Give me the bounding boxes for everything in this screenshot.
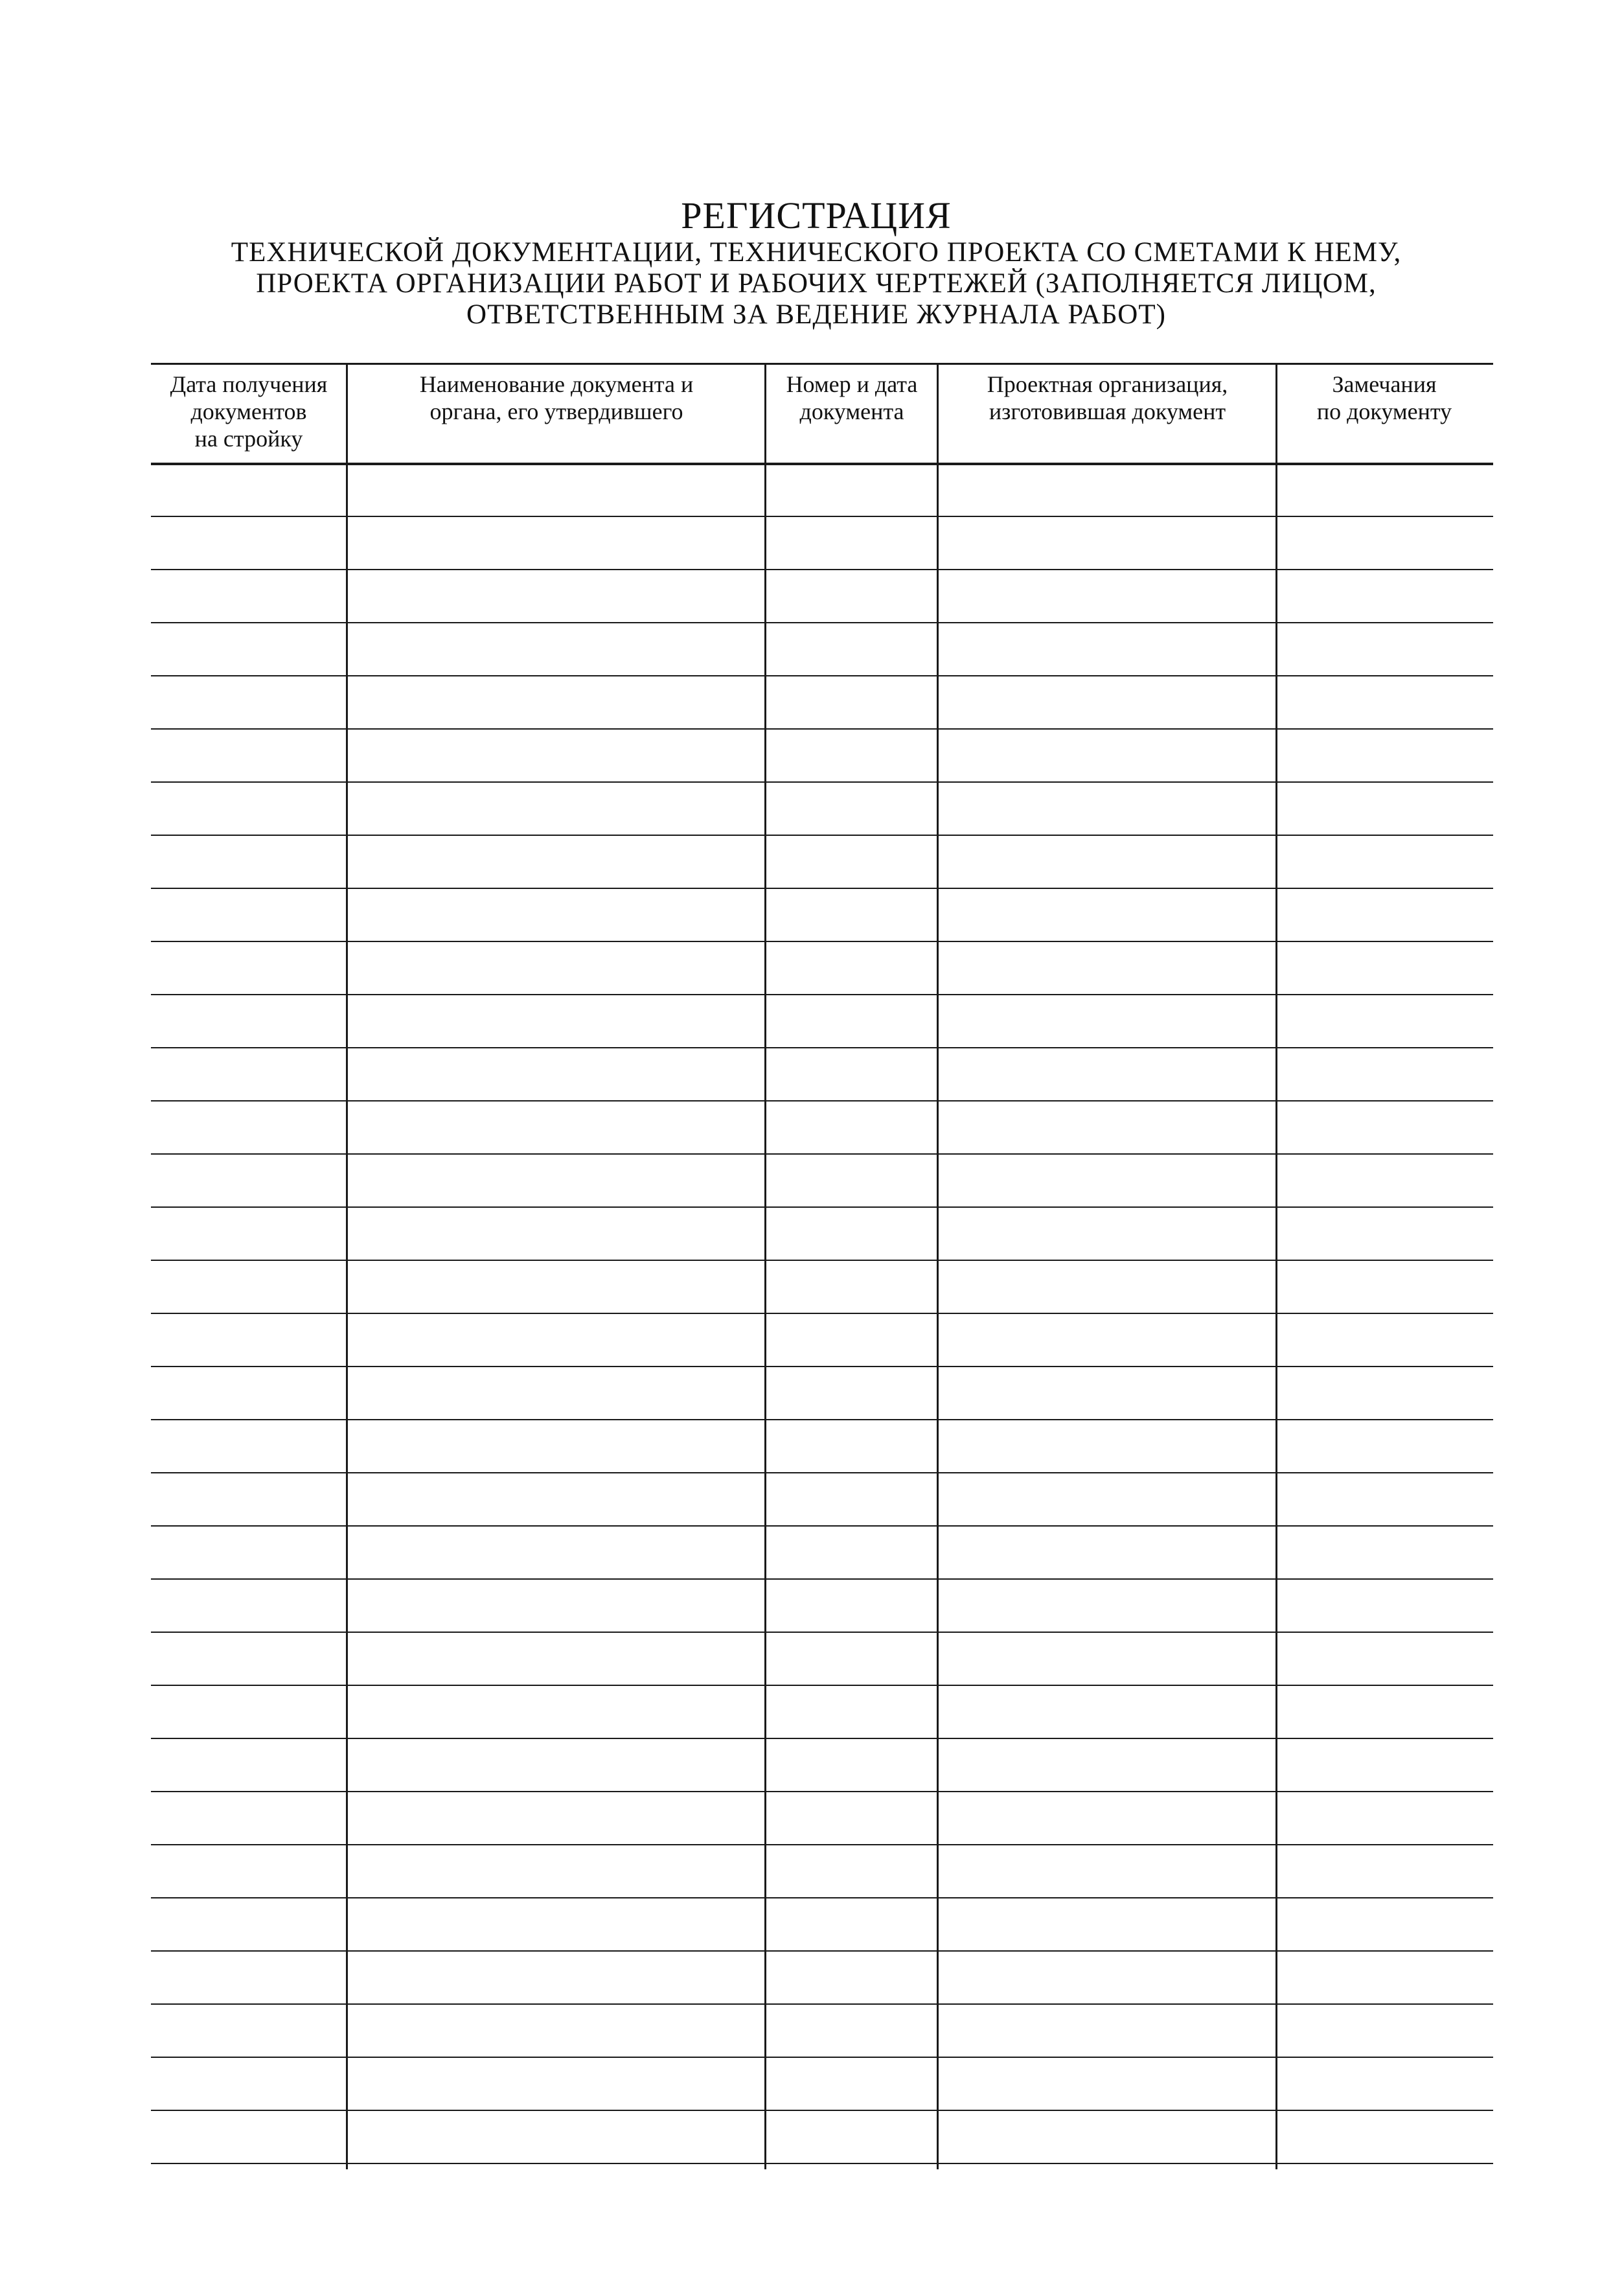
table-row-line bbox=[151, 1685, 1493, 1686]
table-row-line bbox=[151, 781, 1493, 783]
table-row-line bbox=[151, 1738, 1493, 1739]
column-header-line: органа, его утвердившего bbox=[429, 398, 683, 424]
table-row-line bbox=[151, 2003, 1493, 2005]
table-row-line bbox=[151, 569, 1493, 570]
table-row-line bbox=[151, 1206, 1493, 1208]
column-header-line: на стройку bbox=[194, 426, 303, 452]
column-header-line: документа bbox=[799, 398, 904, 424]
table-row-line bbox=[151, 1419, 1493, 1420]
column-header-line: Наименование документа и bbox=[419, 371, 694, 397]
table-row-line bbox=[151, 1313, 1493, 1314]
column-header-design-organization bbox=[939, 371, 1276, 425]
column-header-line: Дата получения bbox=[170, 371, 328, 397]
table-top-border bbox=[151, 363, 1493, 365]
table-row-line bbox=[151, 622, 1493, 623]
column-header-line: изготовившая документ bbox=[989, 398, 1226, 424]
column-header-line: Замечания bbox=[1332, 371, 1437, 397]
table-row-line bbox=[151, 1950, 1493, 1952]
table-row-line bbox=[151, 1791, 1493, 1792]
table-row-line bbox=[151, 994, 1493, 995]
table-row-line bbox=[151, 1525, 1493, 1527]
column-header-line: Проектная организация, bbox=[987, 371, 1228, 397]
document-title: РЕГИСТРАЦИЯ bbox=[681, 194, 952, 236]
table-row-line bbox=[151, 1844, 1493, 1845]
table-row-line bbox=[151, 2057, 1493, 2058]
table-row-line bbox=[151, 1897, 1493, 1898]
table-row-line bbox=[151, 1632, 1493, 1633]
column-header-document-name bbox=[348, 371, 765, 425]
table-row-line bbox=[151, 835, 1493, 836]
table-row-line bbox=[151, 1153, 1493, 1155]
column-header-line: Номер и дата bbox=[786, 371, 918, 397]
document-subtitle-line-3: ОТВЕТСТВЕННЫМ ЗА ВЕДЕНИЕ ЖУРНАЛА РАБОТ) bbox=[466, 299, 1166, 330]
document-subtitle-line-1: ТЕХНИЧЕСКОЙ ДОКУМЕНТАЦИИ, ТЕХНИЧЕСКОГО ПРОЕКТА СО СМЕТАМИ К НЕМУ, bbox=[231, 237, 1402, 268]
table-row-line bbox=[151, 1472, 1493, 1473]
table-row-line bbox=[151, 1047, 1493, 1048]
table-row-line bbox=[151, 1100, 1493, 1102]
column-header-line: документов bbox=[190, 398, 307, 424]
table-row-line bbox=[151, 2110, 1493, 2111]
table-row-line bbox=[151, 516, 1493, 517]
table-row-line bbox=[151, 675, 1493, 676]
table-row-line bbox=[151, 888, 1493, 889]
table-row-line bbox=[151, 728, 1493, 730]
table-header-bottom-border bbox=[151, 463, 1493, 465]
table-row-line bbox=[151, 1578, 1493, 1580]
column-header-number-date bbox=[766, 371, 937, 425]
column-header-line: по документу bbox=[1316, 398, 1452, 424]
table-row-line bbox=[151, 2163, 1493, 2164]
table-row-line bbox=[151, 941, 1493, 942]
table-row-line bbox=[151, 1260, 1493, 1261]
column-header-date-received bbox=[151, 371, 347, 452]
table-row-line bbox=[151, 1366, 1493, 1367]
column-header-remarks bbox=[1277, 371, 1491, 425]
document-subtitle-line-2: ПРОЕКТА ОРГАНИЗАЦИИ РАБОТ И РАБОЧИХ ЧЕРТЕЖЕЙ (ЗАПОЛНЯЕТСЯ ЛИЦОМ, bbox=[256, 268, 1377, 299]
